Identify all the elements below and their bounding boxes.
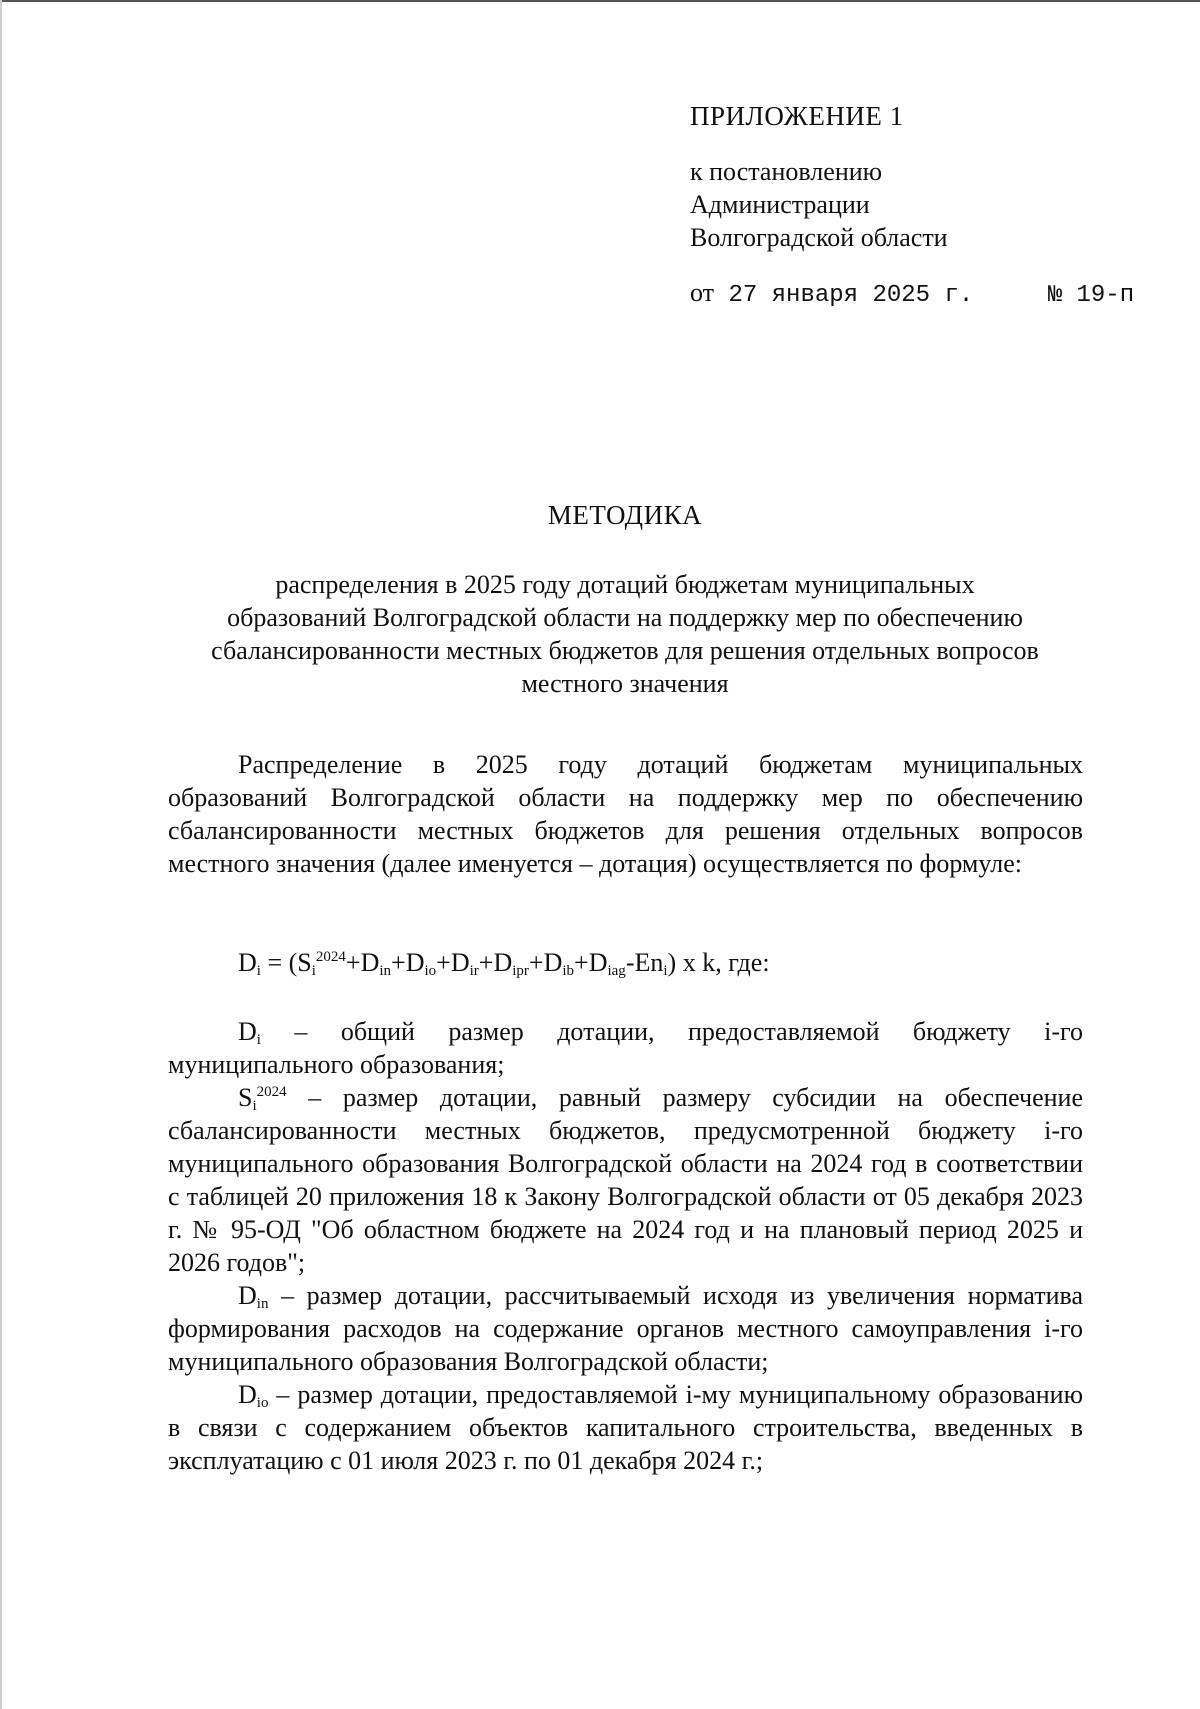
formula-part: +D [391,948,425,977]
approval-line-1: к постановлению [690,157,883,186]
definition-sub: io [256,1395,269,1411]
approval-dateline [690,276,1135,312]
approval-block [690,100,1135,312]
definition-text: – размер дотации, равный размеру субсидии на обеспечение сбалансированности местных бюджетов, предусмотренной бюджету i-го муниципального образования Волгоградской области на 2024 год в соответствии с таблицей 20 приложения 18 к Закону Волгоградской области от 05 декабря 2023 г. № 95-ОД "Об областном бюджете на 2024 год и на плановый период 2025 и 2026 годов"; [168,1083,1083,1277]
formula-part: +D [574,948,608,977]
approval-number: № 19-п [1047,282,1135,309]
intro-paragraph-block [168,748,1083,880]
formula-sub: ir [469,963,479,979]
formula-sub: ipr [512,963,529,979]
formula-sub: io [424,963,437,979]
definition-item [168,1081,1083,1279]
document-title: МЕТОДИКА [547,500,703,530]
formula-part: D [238,948,257,977]
formula-part: +D [528,948,563,977]
formula-part: +D [478,948,513,977]
definition-sub: in [256,1296,269,1312]
definition-symbol: D [238,1380,257,1409]
formula-sub: i [311,963,316,979]
date-prefix: от [690,278,715,307]
formula-part: +D [345,948,380,977]
formula-part: ) x k, где: [667,948,770,977]
definition-sup: 2024 [256,1084,287,1100]
definition-item [168,1015,1083,1081]
definition-text: – размер дотации, рассчитываемый исходя из увеличения норматива формирования расходов на содержание органов местного самоуправления i-го муниципального образования Волгоградской области; [168,1281,1083,1376]
subtitle-line: образований Волгоградской области на поддержку мер по обеспечению [227,603,1023,632]
appendix-title: ПРИЛОЖЕНИЕ 1 [690,101,904,131]
formula-part: +D [436,948,470,977]
definition-symbol: D [238,1281,257,1310]
formula [238,948,770,978]
formula-part: -En [625,948,664,977]
definition-symbol: S [238,1083,253,1112]
formula-sup: 2024 [315,949,346,965]
definition-sub: i [256,1032,261,1048]
formula-part: = (S [260,948,312,977]
scan-top-edge [0,0,1200,2]
approval-date: 27 января 2025 г. [728,282,974,309]
definition-text: – общий размер дотации, предоставляемой бюджету i-го муниципального образования; [168,1017,1083,1079]
formula-sub: ib [562,963,575,979]
definitions-list [168,1015,1083,1477]
definition-symbol: D [238,1017,257,1046]
intro-paragraph: Распределение в 2025 году дотаций бюджетам муниципальных образований Волгоградской области на поддержку мер по обеспечению сбалансированности местных бюджетов для решения отдельных вопросов местного значения (далее именуется – дотация) осуществляется по формуле: [168,750,1083,878]
approval-line-2: Администрации [690,190,870,219]
subtitle-line: местного значения [521,669,729,698]
formula-sub: i [256,963,261,979]
subtitle-line: сбалансированности местных бюджетов для решения отдельных вопросов [211,636,1039,665]
formula-sub: in [379,963,392,979]
definition-item [168,1378,1083,1477]
definition-text: – размер дотации, предоставляемой i-му муниципальному образованию в связи с содержанием объектов капитального строительства, введенных в эксплуатацию с 01 июля 2023 г. по 01 декабря 2024 г.; [168,1380,1083,1475]
document-subtitle [160,568,1090,700]
scan-left-edge [0,0,2,1709]
formula-sub: iag [607,963,626,979]
definition-sub: i [252,1098,257,1114]
approval-line-3: Волгоградской области [690,223,948,252]
subtitle-line: распределения в 2025 году дотаций бюджетам муниципальных [275,570,975,599]
formula-sub: i [663,963,668,979]
definition-item [168,1279,1083,1378]
